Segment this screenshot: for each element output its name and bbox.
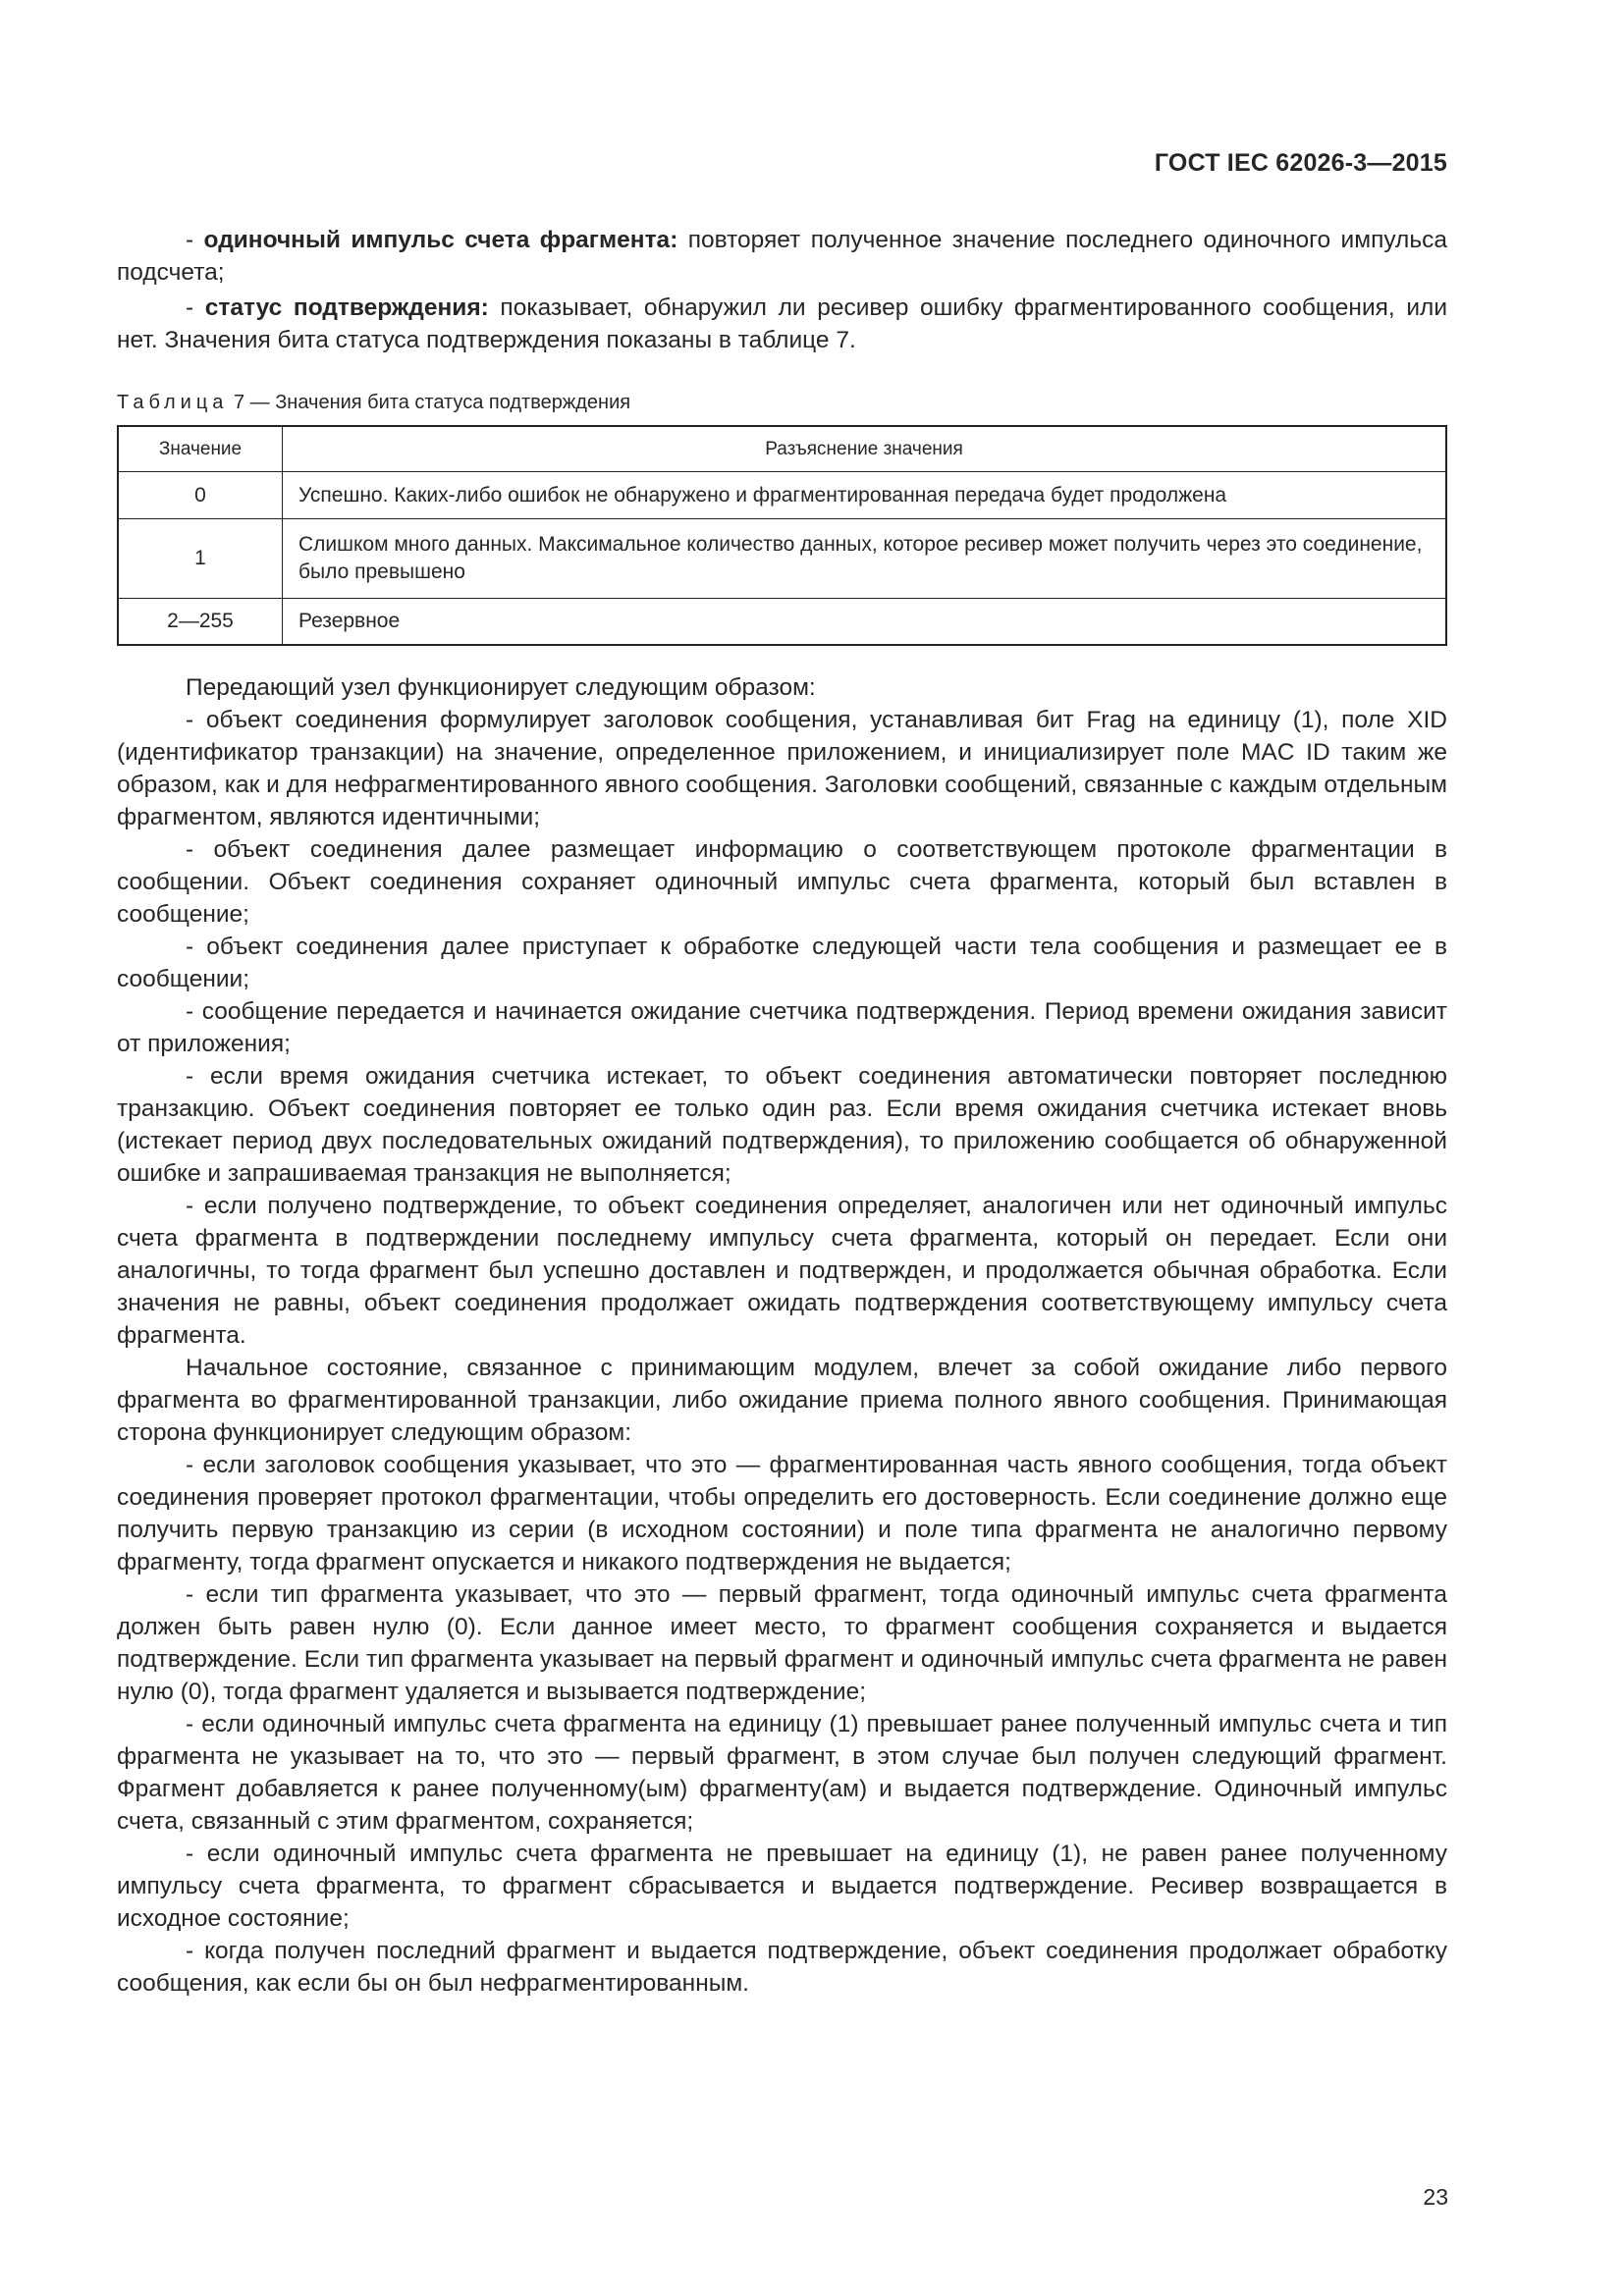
standard-header: ГОСТ IEC 62026-3—2015 <box>1154 149 1447 177</box>
table-caption-title: 7 — Значения бита статуса подтверждения <box>228 392 631 413</box>
body-paragraph: - если время ожидания счетчика истекает, то объект соединения автоматически повторяет последнюю транзакцию. Объект соединения повторяет ее только один раз. Если время ожидания счетчика истекает вновь (истекает период двух последовательных ожиданий подтверждения), то приложению сообщается об обнаруженной ошибке и запрашиваемая транзакция не выполняется; <box>117 1063 1447 1187</box>
cell-explanation: Резервное <box>283 599 1447 646</box>
body-paragraph: - если одиночный импульс счета фрагмента на единицу (1) превышает ранее полученный импульс счета и тип фрагмента не указывает на то, что это — первый фрагмент, в этом случае был получен следующий фрагмент. Фрагмент добавляется к ранее полученному(ым) фрагменту(ам) и выдается подтверждение. Одиночный импульс счета, связанный с этим фрагментом, сохраняется; <box>117 1711 1447 1835</box>
body-paragraph: - если заголовок сообщения указывает, что это — фрагментированная часть явного сообщения, тогда объект соединения проверяет протокол фрагментации, чтобы определить его достоверность. Если соединение должно еще получить первую транзакцию из серии (в исходном состоянии) и поле типа фрагмента не аналогично первому фрагменту, тогда фрагмент опускается и никакого подтверждения не выдается; <box>117 1452 1447 1575</box>
body-paragraph: Начальное состояние, связанное с принимающим модулем, влечет за собой ожидание либо первого фрагмента во фрагментированной транзакции, либо ожидание приема полного явного сообщения. Принимающая сторона функционирует следующим образом: <box>117 1355 1447 1446</box>
table-caption-label: Таблица <box>117 392 229 413</box>
definition-term: одиночный импульс счета фрагмента: <box>203 227 678 253</box>
table-row <box>118 472 1446 519</box>
cell-value: 2—255 <box>118 599 283 646</box>
body-paragraph: - объект соединения формулирует заголовок сообщения, устанавливая бит Frag на единицу (1), поле XID (идентификатор транзакции) на значение, определенное приложением, и инициализирует поле MAC ID таким же образом, как и для нефрагментированного явного сообщения. Заголовки сообщений, связанные с каждым отдельным фрагментом, являются идентичными; <box>117 707 1447 830</box>
body-paragraph: - если одиночный импульс счета фрагмента не превышает на единицу (1), не равен ранее полученному импульсу счета фрагмента, то фрагмент сбрасывается и выдается подтверждение. Ресивер возвращается в исходное состояние; <box>117 1841 1447 1932</box>
definition-paragraph: - одиночный импульс счета фрагмента: повторяет полученное значение последнего одиночного импульса подсчета; <box>117 227 1447 286</box>
body-paragraph: - если получено подтверждение, то объект соединения определяет, аналогичен или нет одиночный импульс счета фрагмента в подтверждении последнему импульсу счета фрагмента, который он передает. Если они аналогичны, то тогда фрагмент был успешно доставлен и подтвержден, и продолжается обычная обработка. Если значения не равны, объект соединения продолжает ожидать подтверждения соответствующему импульсу счета фрагмента. <box>117 1193 1447 1349</box>
table-row <box>118 519 1446 599</box>
column-header-value: Значение <box>118 426 283 472</box>
body-paragraph: - объект соединения далее приступает к обработке следующей части тела сообщения и размещает ее в сообщении; <box>117 934 1447 992</box>
cell-explanation: Успешно. Каких-либо ошибок не обнаружено и фрагментированная передача будет продолжена <box>283 472 1447 519</box>
status-bit-table <box>117 425 1447 646</box>
definition-text: показывает, обнаружил ли ресивер ошибку фрагментированного сообщения, или нет. Значения бита статуса подтверждения показаны в таблице 7. <box>117 294 1448 353</box>
cell-explanation: Слишком много данных. Максимальное количество данных, которое ресивер может получить через это соединение, было превышено <box>283 519 1447 599</box>
cell-value: 1 <box>118 519 283 599</box>
definition-paragraph: - статус подтверждения: показывает, обнаружил ли ресивер ошибку фрагментированного сообщения, или нет. Значения бита статуса подтверждения показаны в таблице 7. <box>117 294 1448 353</box>
page-content <box>117 224 1447 2000</box>
body-paragraph: - объект соединения далее размещает информацию о соответствующем протоколе фрагментации в сообщении. Объект соединения сохраняет одиночный импульс счета фрагмента, который был вставлен в сообщение; <box>117 836 1447 928</box>
body-paragraph: - если тип фрагмента указывает, что это — первый фрагмент, тогда одиночный импульс счета фрагмента должен быть равен нулю (0). Если данное имеет место, то фрагмент сообщения сохраняется и выдается подтверждение. Если тип фрагмента указывает на первый фрагмент и одиночный импульс счета фрагмента не равен нулю (0), тогда фрагмент удаляется и вызывается подтверждение; <box>117 1581 1447 1705</box>
body-paragraph: - сообщение передается и начинается ожидание счетчика подтверждения. Период времени ожидания зависит от приложения; <box>117 998 1447 1057</box>
page-number: 23 <box>1423 2184 1448 2210</box>
cell-value: 0 <box>118 472 283 519</box>
column-header-explanation: Разъяснение значения <box>283 426 1447 472</box>
body-paragraph: Передающий узел функционирует следующим образом: <box>186 674 816 701</box>
definition-term: статус подтверждения: <box>204 294 489 321</box>
definition-text: повторяет полученное значение последнего одиночного импульса подсчета; <box>117 227 1447 286</box>
table-row <box>118 599 1446 646</box>
table-header-row <box>118 426 1446 472</box>
table-caption <box>117 390 1447 415</box>
body-paragraph: - когда получен последний фрагмент и выдается подтверждение, объект соединения продолжает обработку сообщения, как если бы он был нефрагментированным. <box>117 1938 1447 1997</box>
